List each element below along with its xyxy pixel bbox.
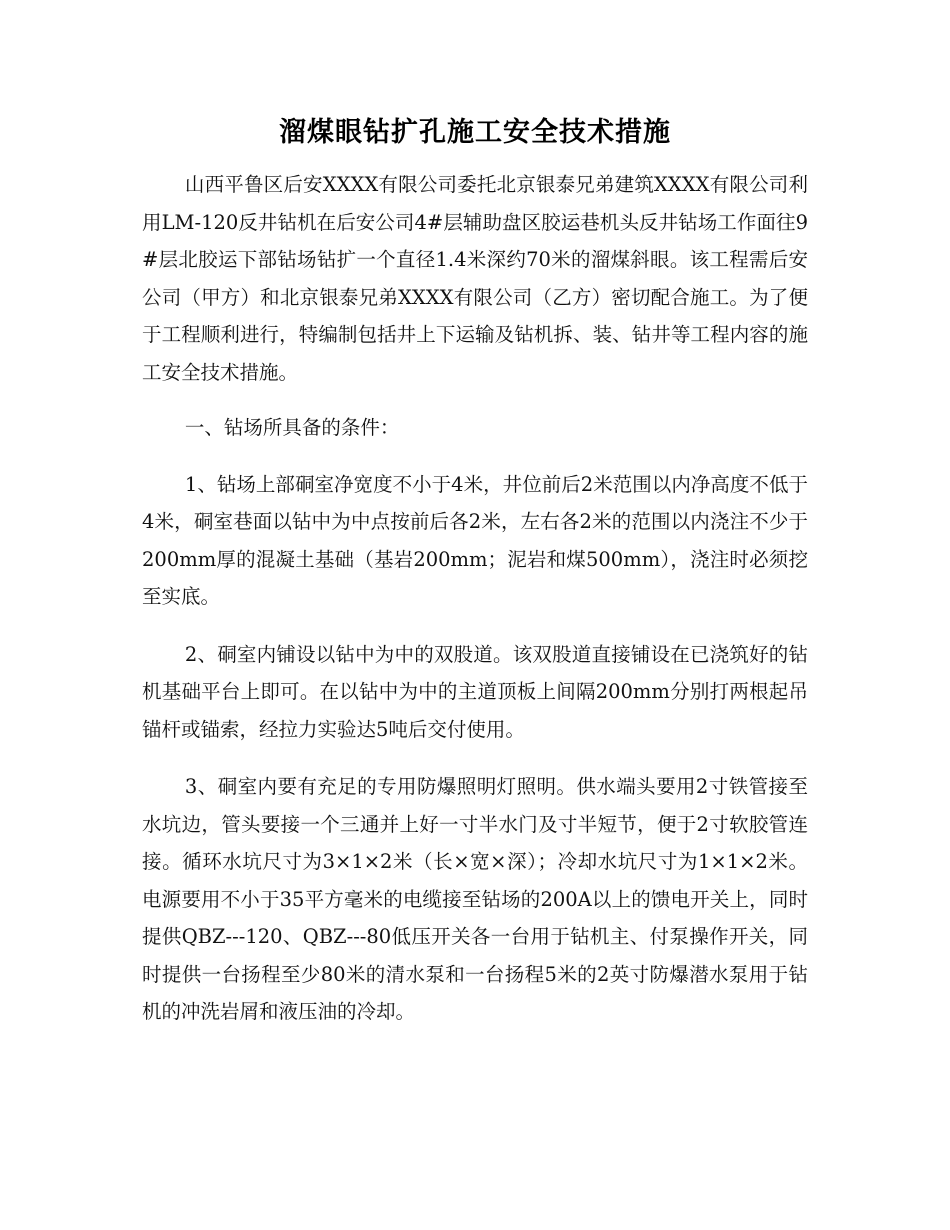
list-item: 3、硐室内要有充足的专用防爆照明灯照明。供水端头要用2寸铁管接至水坑边，管头要接一个三通并上好一寸半水门及寸半短节，便于2寸软胶管连接。循环水坑尺寸为3×1×2米（长×宽×深）；冷却水坑尺寸为1×1×2米。电源要用不小于35平方毫米的电缆接至钻场的200A以上的馈电开关上，同时提供QBZ---120、QBZ---80低压开关各一台用于钻机主、付泵操作开关，同时提供一台扬程至少80米的清水泵和一台扬程5米的2英寸防爆潜水泵用于钻机的冲洗岩屑和液压油的冷却。 <box>142 775 808 1023</box>
section-heading: 一、钻场所具备的条件： <box>184 416 400 439</box>
list-item: 2、硐室内铺设以钻中为中的双股道。该双股道直接铺设在已浇筑好的钻机基础平台上即可。在以钻中为中的主道顶板上间隔200mm分别打两根起吊锚杆或锚索，经拉力实验达5吨后交付使用。 <box>142 642 808 741</box>
list-item: 1、钻场上部硐室净宽度不小于4米，井位前后2米范围以内净高度不低于4米，硐室巷面以钻中为中点按前后各2米，左右各2米的范围以内浇注不少于200mm厚的混凝土基础（基岩200mm；泥岩和煤500mm），浇注时必须挖至实底。 <box>142 472 808 608</box>
intro-paragraph: 山西平鲁区后安XXXX有限公司委托北京银泰兄弟建筑XXXX有限公司利用LM-120反井钻机在后安公司4#层辅助盘区胶运巷机头反井钻场工作面往9#层北胶运下部钻场钻扩一个直径1.4米深约70米的溜煤斜眼。该工程需后安公司（甲方）和北京银泰兄弟XXXX有限公司（乙方）密切配合施工。为了便于工程顺利进行，特编制包括井上下运输及钻机拆、装、钻井等工程内容的施工安全技术措施。 <box>142 173 808 384</box>
document-title: 溜煤眼钻扩孔施工安全技术措施 <box>279 117 671 148</box>
